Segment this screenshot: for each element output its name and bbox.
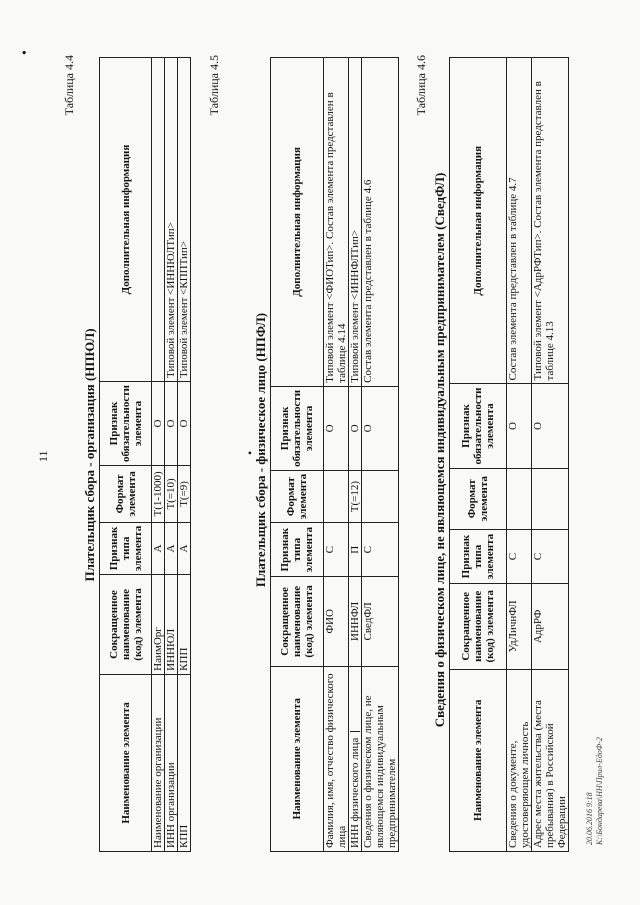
header-cell: Дополнительная информация: [271, 58, 324, 387]
table-4-5-label: Таблица 4.5: [207, 55, 221, 116]
table-4-4-label: Таблица 4.4: [62, 55, 76, 116]
header-cell: Признак типа элемента: [450, 530, 507, 584]
cell: О: [324, 386, 349, 470]
cell: С: [362, 523, 399, 577]
cell: СведФЛ: [362, 577, 399, 666]
header-cell: Сокращенное наименование (код) элемента: [271, 577, 324, 666]
cell: Наименование организации: [152, 674, 165, 851]
header-cell: Наименование элемента: [450, 669, 507, 851]
cell: П: [349, 523, 362, 577]
cell: О: [152, 382, 165, 466]
cell: А: [178, 522, 191, 574]
table-header-row: [100, 58, 152, 852]
cell: Адрес места жительства (места пребывания) в Российской Федерации: [532, 669, 569, 851]
header-cell: Признак типа элемента: [100, 522, 152, 574]
table-row: [178, 58, 191, 852]
file-stamp: [585, 737, 605, 845]
margin-mark: •: [18, 50, 33, 55]
table-4-6-title: Сведения о физическом лице, не являющемся индивидуальным предпринимателем (СведФЛ): [432, 172, 447, 728]
cell: ИННФЛ: [349, 577, 362, 666]
header-cell: Признак типа элемента: [271, 523, 324, 577]
cell: Типовой элемент <КППТип>: [178, 58, 191, 382]
stamp-path: К:\Бондарева\НН\Прил-ЕдоФ-2: [595, 737, 604, 845]
table-row: [532, 58, 569, 852]
cell: О: [349, 386, 362, 470]
table-4-4-title: Плательщик сбора - организация (НПЮЛ): [82, 328, 97, 582]
table-header-row: [271, 58, 324, 852]
cell: Состав элемента представлен в таблице 4.6: [362, 58, 399, 387]
table-header-row: [450, 58, 507, 852]
header-cell: Сокращенное наименование (код) элемента: [100, 575, 152, 675]
cell: О: [507, 384, 532, 468]
cell: А: [165, 522, 178, 574]
cell: С: [507, 530, 532, 584]
cell: Т(=12): [349, 470, 362, 522]
table-row: [152, 58, 165, 852]
cell: ИНН организации: [165, 674, 178, 851]
table-row: [507, 58, 532, 852]
cell: Т(=9): [178, 466, 191, 523]
header-cell: Наименование элемента: [100, 674, 152, 851]
cell: [362, 470, 399, 522]
cell: О: [165, 382, 178, 466]
header-cell: Формат элемента: [450, 468, 507, 530]
cell: КПП: [178, 575, 191, 675]
stamp-date: 20.06.2016 9:18: [585, 792, 594, 845]
cell: [507, 468, 532, 530]
header-cell: Признак обязательности элемента: [450, 384, 507, 468]
table-4-4: [99, 57, 191, 852]
cell: С: [324, 523, 349, 577]
cell: [152, 58, 165, 382]
table-4-6-label: Таблица 4.6: [414, 55, 428, 116]
table-row: [349, 58, 362, 852]
cell: КПП: [178, 674, 191, 851]
cell: О: [178, 382, 191, 466]
cell: НаимОрг: [152, 575, 165, 675]
cell: [324, 470, 349, 522]
cell: Типовой элемент <ИННФЛТип>: [349, 58, 362, 387]
table-row: [324, 58, 349, 852]
table-row: [165, 58, 178, 852]
margin-mark: •: [243, 450, 257, 455]
cell: Фамилия, имя, отчество физического лица: [324, 666, 349, 851]
table-4-6: [449, 57, 569, 852]
header-cell: Формат элемента: [271, 470, 324, 522]
cell: Типовой элемент <АдрРФТип>. Состав элемента представлен в таблице 4.13: [532, 58, 569, 385]
cell: О: [362, 386, 399, 470]
header-cell: Формат элемента: [100, 466, 152, 523]
cell: [349, 666, 362, 851]
cell: Типовой элемент <ИННЮЛТип>: [165, 58, 178, 382]
cell: Состав элемента представлен в таблице 4.7: [507, 58, 532, 385]
cell: Т(1-1000): [152, 466, 165, 523]
cell: ФИО: [324, 577, 349, 666]
table-row: [362, 58, 399, 852]
header-cell: Дополнительная информация: [100, 58, 152, 382]
cell: О: [532, 384, 569, 468]
cell: С: [532, 530, 569, 584]
cell: Сведения о физическом лице, не являющемся индивидуальным предпринимателем: [362, 666, 399, 851]
cell: Т(=10): [165, 466, 178, 523]
cell: А: [152, 522, 165, 574]
header-cell: Признак обязательности элемента: [100, 382, 152, 466]
header-cell: Дополнительная информация: [450, 58, 507, 385]
cell: Сведения о документе, удостоверяющем личность: [507, 669, 532, 851]
pen-mark: [350, 731, 360, 732]
header-cell: Сокращенное наименование (код) элемента: [450, 584, 507, 670]
cell: [532, 468, 569, 530]
cell: ИННЮЛ: [165, 575, 178, 675]
header-cell: Признак обязательности элемента: [271, 386, 324, 470]
cell: Типовой элемент <ФИОТип>. Состав элемента представлен в таблице 4.14: [324, 58, 349, 387]
table-4-5-title: Плательщик сбора - физическое лицо (НПФЛ): [253, 312, 268, 588]
cell: АдрРФ: [532, 584, 569, 670]
cell: УдЛичнФЛ: [507, 584, 532, 670]
cell-text: ИНН физического лица: [349, 737, 361, 848]
table-4-5: [270, 57, 399, 852]
page-number: 11: [36, 450, 50, 462]
header-cell: Наименование элемента: [271, 666, 324, 851]
